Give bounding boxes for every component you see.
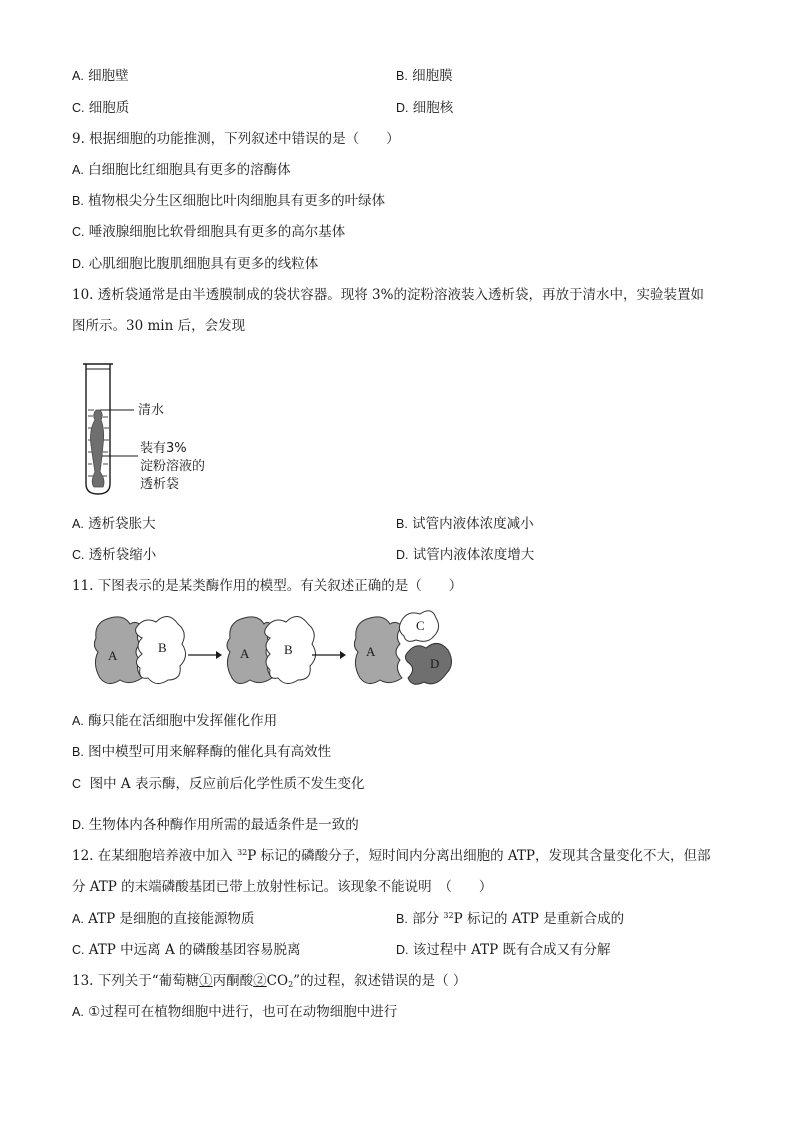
q9-option-d	[72, 255, 318, 273]
option-text: 图中 A 表示酶，反应前后化学性质不发生变化	[89, 776, 365, 792]
option-label: B.	[396, 69, 408, 83]
option-text: 植物根尖分生区细胞比叶肉细胞具有更多的叶绿体	[88, 193, 386, 209]
q12-stem-part1: 12. 在某细胞培养液中加入	[72, 848, 238, 864]
q9-stem: 9. 根据细胞的功能推测，下列叙述中错误的是（ ）	[72, 131, 400, 147]
figure-label-bag-line3: 透析袋	[140, 477, 180, 492]
label-d: D	[430, 656, 440, 671]
enzyme-a-shape	[94, 617, 142, 684]
option-label: A.	[72, 714, 84, 728]
q13-option-a	[72, 1003, 397, 1021]
option-label: C.	[72, 225, 85, 239]
isotope-mass-number: 32	[443, 911, 454, 920]
option-label: A.	[72, 163, 84, 177]
option-label: D.	[72, 257, 85, 271]
process-step-2-marker: ②	[253, 973, 267, 989]
option-text: 图中模型可用来解释酶的催化具有高效性	[88, 744, 332, 760]
option-text-part1: 部分	[412, 911, 444, 927]
label-b: B	[284, 642, 293, 657]
label-a: A	[240, 646, 250, 661]
option-text: 透析袋胀大	[88, 516, 156, 532]
q8-option-b	[396, 67, 453, 85]
option-label: C.	[72, 101, 85, 115]
enzyme-a-shape	[354, 617, 402, 684]
q10-option-c	[72, 546, 156, 564]
option-text: ATP 是细胞的直接能源物质	[88, 911, 255, 927]
q11-option-a	[72, 712, 277, 730]
option-text: 细胞膜	[412, 68, 453, 84]
option-label: C	[72, 777, 82, 791]
option-text: ①过程可在植物细胞中进行，也可在动物细胞中进行	[88, 1004, 398, 1020]
option-text-part2: P 标记的 ATP 是重新合成的	[453, 911, 625, 927]
option-text: 试管内液体浓度减小	[412, 516, 534, 532]
q8-option-c	[72, 99, 129, 117]
q13-stem	[72, 972, 466, 990]
label-c: C	[416, 618, 425, 633]
q10-option-b	[396, 515, 534, 533]
stage-3	[354, 611, 451, 684]
option-text: 生物体内各种酶作用所需的最适条件是一致的	[88, 817, 359, 833]
q13-stem-part2: 丙酮酸	[212, 973, 254, 989]
q12-stem-line1	[72, 847, 711, 865]
option-text: 该过程中 ATP 既有合成又有分解	[412, 942, 611, 958]
option-label: A.	[72, 69, 84, 83]
q8-option-d	[396, 99, 453, 117]
subscript-2: 2	[288, 980, 294, 989]
option-text: 细胞核	[412, 100, 454, 116]
option-text: 细胞质	[88, 100, 130, 116]
q13-stem-part3: CO	[266, 973, 289, 989]
q11-option-d	[72, 816, 359, 834]
figure-label-water: 清水	[138, 403, 165, 418]
option-text: 唾液腺细胞比软骨细胞具有更多的高尔基体	[88, 224, 346, 240]
option-text: 透析袋缩小	[88, 547, 157, 563]
q8-option-a	[72, 67, 129, 85]
dialysis-bag	[91, 410, 105, 487]
stage-2	[227, 616, 316, 683]
q12-option-c	[72, 941, 301, 959]
q13-stem-part4: ”的过程，叙述错误的是（ ）	[293, 973, 467, 989]
option-text: 试管内液体浓度增大	[412, 547, 535, 563]
option-text: 酶只能在活细胞中发挥催化作用	[88, 713, 278, 729]
figure-label-bag-line2: 淀粉溶液的	[140, 459, 206, 474]
option-label: C.	[72, 548, 85, 562]
label-a: A	[108, 648, 118, 663]
process-step-1-marker: ①	[199, 973, 213, 989]
q12-stem-part2: P 标记的磷酸分子，短时间内分离出细胞的 ATP，发现其含量变化不大，但部	[247, 848, 711, 864]
option-label: D.	[72, 818, 85, 832]
q11-enzyme-model-figure	[90, 608, 470, 698]
stage-1	[94, 616, 185, 683]
q11-option-b	[72, 743, 331, 761]
q12-option-d	[396, 941, 610, 959]
option-label: C.	[72, 943, 85, 957]
q10-stem-line2: 图所示。30 min 后，会发现	[72, 318, 246, 334]
q12-option-a	[72, 910, 255, 928]
option-text: 白细胞比红细胞具有更多的溶酶体	[88, 162, 291, 178]
option-text: 细胞壁	[88, 68, 129, 84]
option-label: A.	[72, 517, 84, 531]
q9-option-c	[72, 223, 345, 241]
q12-option-b	[396, 910, 624, 928]
figure-label-bag-line1: 装有3%	[140, 441, 187, 456]
option-label: B.	[396, 517, 408, 531]
label-a: A	[366, 644, 376, 659]
arrow-icon	[312, 651, 346, 659]
q11-stem: 11. 下图表示的是某类酶作用的模型。有关叙述正确的是（ ）	[72, 578, 463, 594]
q12-stem-line2: 分 ATP 的末端磷酸基团已带上放射性标记。该现象不能说明 （ ）	[72, 879, 493, 895]
arrow-icon	[188, 651, 222, 659]
option-label: B.	[72, 745, 84, 759]
option-label: D.	[396, 943, 409, 957]
q9-option-b	[72, 192, 385, 210]
option-text: 心肌细胞比腹肌细胞具有更多的线粒体	[88, 256, 319, 272]
q9-option-a	[72, 161, 291, 179]
option-label: A.	[72, 1005, 84, 1019]
option-text: ATP 中远离 A 的磷酸基团容易脱离	[88, 942, 301, 958]
isotope-mass-number: 32	[237, 848, 248, 857]
product-d-shape	[405, 643, 451, 684]
option-label: D.	[396, 548, 409, 562]
option-label: B.	[396, 912, 408, 926]
q11-option-c	[72, 775, 364, 793]
label-b: B	[158, 640, 167, 655]
option-label: B.	[72, 194, 84, 208]
option-label: D.	[396, 101, 409, 115]
q10-option-d	[396, 546, 534, 564]
q10-option-a	[72, 515, 156, 533]
option-label: A.	[72, 912, 84, 926]
q10-stem-line1: 10. 透析袋通常是由半透膜制成的袋状容器。现将 3%的淀粉溶液装入透析袋，再放于清水中，实验装置如	[72, 287, 704, 303]
q13-stem-part1: 13. 下列关于“葡萄糖	[72, 973, 200, 989]
enzyme-a-shape	[227, 617, 272, 684]
